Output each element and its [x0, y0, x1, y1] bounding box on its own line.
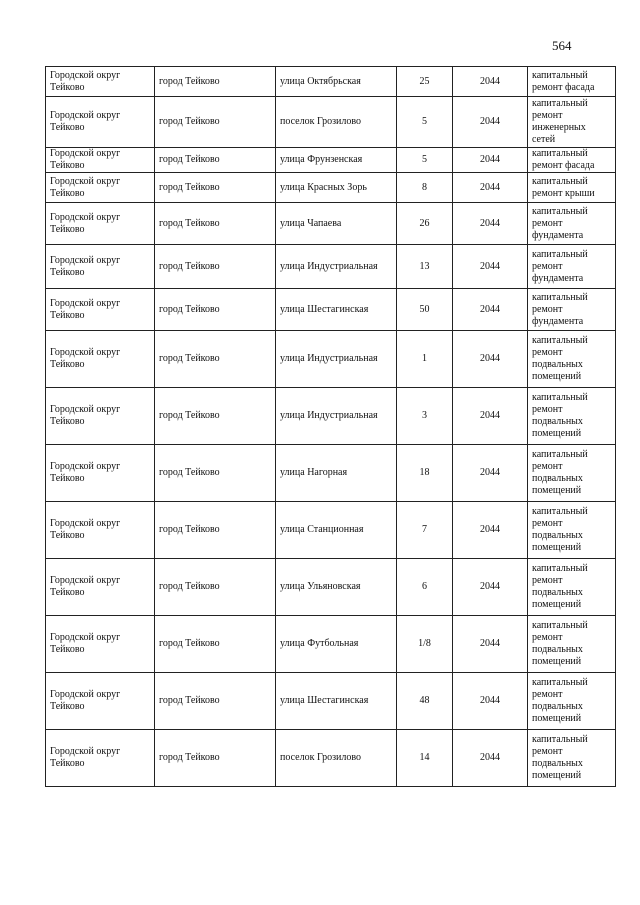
work-type-cell-line: подвальных [532, 530, 583, 541]
work-type-cell-line: ремонт [532, 518, 563, 529]
work-type-cell-line: подвальных [532, 701, 583, 712]
house-number-cell: 50 [397, 289, 453, 331]
street-cell: улица Индустриальная [276, 331, 397, 388]
house-number-cell: 13 [397, 245, 453, 289]
municipal-district-cell-line: Городской округ [50, 297, 121, 309]
work-type-cell-line: подвальных [532, 644, 583, 655]
city-cell: город Тейково [155, 559, 276, 616]
street-cell: улица Индустриальная [276, 245, 397, 289]
street-cell: улица Станционная [276, 502, 397, 559]
work-type-cell-line: ремонт [532, 303, 563, 315]
municipal-district-cell-line: Тейково [50, 266, 85, 278]
municipal-district-cell-line: Тейково [50, 309, 85, 321]
street-cell: улица Чапаева [276, 203, 397, 245]
municipal-district-cell-line: Тейково [50, 416, 85, 427]
year-cell: 2044 [453, 203, 528, 245]
year-cell: 2044 [453, 148, 528, 173]
work-type-cell-line: ремонт [532, 632, 563, 643]
city-cell: город Тейково [155, 730, 276, 787]
work-type-cell [528, 445, 616, 502]
street-cell: улица Красных Зорь [276, 173, 397, 203]
year-cell: 2044 [453, 730, 528, 787]
work-type-cell-line: капитальный [532, 506, 588, 517]
municipal-district-cell-line: Тейково [50, 587, 85, 598]
work-type-cell [528, 173, 616, 203]
municipal-district-cell [46, 97, 155, 148]
city-cell: город Тейково [155, 388, 276, 445]
house-number-cell: 26 [397, 203, 453, 245]
work-type-cell [528, 67, 616, 97]
street-cell: поселок Грозилово [276, 730, 397, 787]
municipal-district-cell-line: Тейково [50, 187, 85, 199]
house-number-cell: 25 [397, 67, 453, 97]
city-cell: город Тейково [155, 331, 276, 388]
work-type-cell-line: капитальный [532, 69, 588, 81]
work-type-cell [528, 502, 616, 559]
table-row [46, 616, 616, 673]
work-type-cell-line: капитальный [532, 335, 588, 346]
street-cell: поселок Грозилово [276, 97, 397, 148]
work-type-cell-line: фундамента [532, 272, 584, 284]
street-cell: улица Шестагинская [276, 673, 397, 730]
municipal-district-cell [46, 673, 155, 730]
year-cell: 2044 [453, 445, 528, 502]
municipal-district-cell-line: Городской округ [50, 148, 121, 159]
municipal-district-cell-line: Городской округ [50, 69, 121, 81]
work-type-cell [528, 97, 616, 148]
municipal-district-cell-line: Городской округ [50, 518, 121, 529]
municipal-district-cell-line: Городской округ [50, 575, 121, 586]
table-row [46, 173, 616, 203]
work-type-cell-line: подвальных [532, 359, 583, 370]
municipal-district-cell [46, 502, 155, 559]
work-type-cell-line: капитальный [532, 205, 588, 217]
city-cell: город Тейково [155, 173, 276, 203]
house-number-cell: 5 [397, 97, 453, 148]
work-type-cell-line: капитальный [532, 449, 588, 460]
municipal-district-cell-line: Тейково [50, 81, 85, 93]
year-cell: 2044 [453, 502, 528, 559]
work-type-cell-line: помещений [532, 770, 582, 781]
house-number-cell: 7 [397, 502, 453, 559]
year-cell: 2044 [453, 97, 528, 148]
work-type-cell-line: ремонт фасада [532, 81, 595, 93]
municipal-district-cell-line: Тейково [50, 644, 85, 655]
city-cell: город Тейково [155, 616, 276, 673]
street-cell: улица Футбольная [276, 616, 397, 673]
house-number-cell: 14 [397, 730, 453, 787]
table-row [46, 559, 616, 616]
municipal-district-cell [46, 331, 155, 388]
table-row [46, 730, 616, 787]
municipal-district-cell-line: Городской округ [50, 254, 121, 266]
work-type-cell-line: фундамента [532, 229, 584, 241]
municipal-district-cell [46, 173, 155, 203]
year-cell: 2044 [453, 173, 528, 203]
municipal-district-cell [46, 289, 155, 331]
work-type-cell [528, 148, 616, 173]
work-type-cell-line: ремонт [532, 746, 563, 757]
city-cell: город Тейково [155, 289, 276, 331]
work-type-cell-line: ремонт крыши [532, 187, 595, 199]
work-type-cell [528, 203, 616, 245]
work-type-cell-line: ремонт [532, 575, 563, 586]
street-cell: улица Нагорная [276, 445, 397, 502]
work-type-cell-line: ремонт [532, 404, 563, 415]
municipal-district-cell [46, 445, 155, 502]
city-cell: город Тейково [155, 67, 276, 97]
city-cell: город Тейково [155, 502, 276, 559]
table-row [46, 97, 616, 148]
work-type-cell-line: капитальный [532, 98, 588, 109]
year-cell: 2044 [453, 616, 528, 673]
table-row [46, 67, 616, 97]
work-type-cell-line: помещений [532, 656, 582, 667]
municipal-district-cell [46, 245, 155, 289]
work-type-cell [528, 331, 616, 388]
work-type-cell-line: капитальный [532, 175, 588, 187]
year-cell: 2044 [453, 388, 528, 445]
work-type-cell-line: инженерных [532, 122, 586, 133]
work-type-cell-line: ремонт [532, 461, 563, 472]
municipal-district-cell-line: Тейково [50, 160, 85, 171]
year-cell: 2044 [453, 673, 528, 730]
house-number-cell: 3 [397, 388, 453, 445]
house-number-cell: 18 [397, 445, 453, 502]
work-type-cell [528, 673, 616, 730]
street-cell: улица Шестагинская [276, 289, 397, 331]
page-number: 564 [552, 38, 572, 53]
street-cell: улица Фрунзенская [276, 148, 397, 173]
city-cell: город Тейково [155, 203, 276, 245]
work-type-cell-line: капитальный [532, 734, 588, 745]
table-row [46, 203, 616, 245]
work-type-cell-line: капитальный [532, 620, 588, 631]
municipal-district-cell-line: Городской округ [50, 110, 121, 121]
municipal-district-cell-line: Городской округ [50, 404, 121, 415]
municipal-district-cell [46, 559, 155, 616]
work-type-cell-line: капитальный [532, 148, 588, 159]
municipal-district-cell-line: Городской округ [50, 347, 121, 358]
table-row [46, 331, 616, 388]
table-row [46, 245, 616, 289]
work-type-cell [528, 245, 616, 289]
work-type-cell [528, 388, 616, 445]
work-type-cell-line: капитальный [532, 563, 588, 574]
work-type-cell-line: капитальный [532, 392, 588, 403]
work-type-cell-line: подвальных [532, 587, 583, 598]
table-row [46, 388, 616, 445]
work-type-cell-line: подвальных [532, 416, 583, 427]
municipal-district-cell-line: Тейково [50, 223, 85, 235]
street-cell: улица Октябрьская [276, 67, 397, 97]
work-type-cell-line: капитальный [532, 248, 588, 260]
work-type-cell-line: капитальный [532, 291, 588, 303]
municipal-district-cell-line: Городской округ [50, 632, 121, 643]
municipal-district-cell [46, 388, 155, 445]
municipal-district-cell-line: Городской округ [50, 689, 121, 700]
city-cell: город Тейково [155, 245, 276, 289]
municipal-district-cell-line: Тейково [50, 758, 85, 769]
work-type-cell-line: ремонт [532, 260, 563, 272]
work-type-cell-line: помещений [532, 713, 582, 724]
table-row [46, 673, 616, 730]
table-body [46, 67, 616, 787]
municipal-district-cell [46, 67, 155, 97]
year-cell: 2044 [453, 245, 528, 289]
year-cell: 2044 [453, 559, 528, 616]
municipal-district-cell-line: Городской округ [50, 211, 121, 223]
municipal-district-cell-line: Городской округ [50, 175, 121, 187]
house-number-cell: 8 [397, 173, 453, 203]
table-row [46, 502, 616, 559]
work-type-cell-line: помещений [532, 485, 582, 496]
house-number-cell: 1/8 [397, 616, 453, 673]
municipal-district-cell-line: Тейково [50, 122, 85, 133]
work-type-cell-line: ремонт [532, 689, 563, 700]
house-number-cell: 1 [397, 331, 453, 388]
work-type-cell-line: ремонт [532, 110, 563, 121]
city-cell: город Тейково [155, 673, 276, 730]
work-type-cell-line: помещений [532, 371, 582, 382]
table-row [46, 148, 616, 173]
work-type-cell [528, 616, 616, 673]
municipal-district-cell-line: Тейково [50, 359, 85, 370]
municipal-district-cell [46, 203, 155, 245]
municipal-district-cell-line: Городской округ [50, 461, 121, 472]
street-cell: улица Ульяновская [276, 559, 397, 616]
work-type-cell-line: помещений [532, 428, 582, 439]
work-type-cell-line: ремонт фасада [532, 160, 595, 171]
work-type-cell-line: капитальный [532, 677, 588, 688]
year-cell: 2044 [453, 67, 528, 97]
house-number-cell: 6 [397, 559, 453, 616]
work-type-cell-line: ремонт [532, 347, 563, 358]
work-type-cell [528, 289, 616, 331]
city-cell: город Тейково [155, 97, 276, 148]
city-cell: город Тейково [155, 148, 276, 173]
work-type-cell-line: фундамента [532, 315, 584, 327]
year-cell: 2044 [453, 289, 528, 331]
work-type-cell-line: подвальных [532, 758, 583, 769]
repair-schedule-table [45, 66, 616, 787]
municipal-district-cell [46, 730, 155, 787]
work-type-cell-line: сетей [532, 134, 556, 145]
municipal-district-cell-line: Тейково [50, 530, 85, 541]
table-row [46, 289, 616, 331]
work-type-cell-line: подвальных [532, 473, 583, 484]
municipal-district-cell-line: Городской округ [50, 746, 121, 757]
street-cell: улица Индустриальная [276, 388, 397, 445]
work-type-cell-line: ремонт [532, 217, 563, 229]
municipal-district-cell-line: Тейково [50, 701, 85, 712]
municipal-district-cell-line: Тейково [50, 473, 85, 484]
table-row [46, 445, 616, 502]
house-number-cell: 5 [397, 148, 453, 173]
year-cell: 2044 [453, 331, 528, 388]
house-number-cell: 48 [397, 673, 453, 730]
work-type-cell [528, 730, 616, 787]
municipal-district-cell [46, 616, 155, 673]
work-type-cell [528, 559, 616, 616]
city-cell: город Тейково [155, 445, 276, 502]
work-type-cell-line: помещений [532, 542, 582, 553]
work-type-cell-line: помещений [532, 599, 582, 610]
municipal-district-cell [46, 148, 155, 173]
